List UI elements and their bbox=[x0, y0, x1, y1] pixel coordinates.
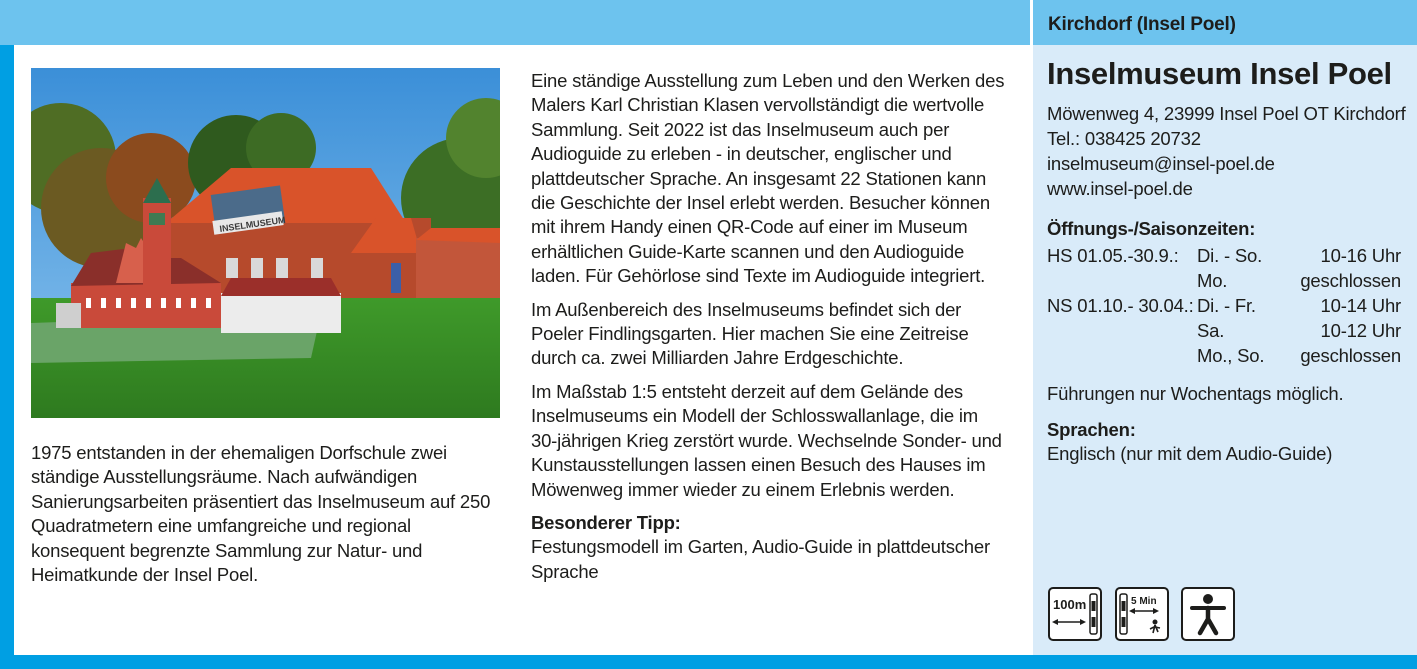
distance-100m-icon bbox=[1048, 587, 1102, 641]
tour-note: Führungen nur Wochentags möglich. bbox=[1047, 383, 1344, 404]
hours-time: geschlossen bbox=[1300, 345, 1401, 366]
opening-hours-table bbox=[1047, 243, 1401, 368]
hours-title: Öffnungs-/Saisonzeiten: bbox=[1047, 218, 1256, 239]
hours-days: Sa. bbox=[1197, 320, 1225, 341]
hours-row bbox=[1047, 343, 1401, 368]
hours-row bbox=[1047, 268, 1401, 293]
hours-time: 10-16 Uhr bbox=[1320, 245, 1401, 266]
hours-time: 10-12 Uhr bbox=[1320, 320, 1401, 341]
website-link[interactable]: www.insel-poel.de bbox=[1047, 178, 1193, 199]
languages-title: Sprachen: bbox=[1047, 419, 1136, 440]
tip-text: Festungsmodell im Garten, Audio-Guide in plattdeutscher Sprache bbox=[531, 536, 990, 582]
distance-label: 100m bbox=[1053, 597, 1087, 612]
frame-bottom-bar bbox=[0, 655, 1417, 669]
email-link[interactable]: inselmuseum@insel-poel.de bbox=[1047, 153, 1275, 174]
hours-row bbox=[1047, 318, 1401, 343]
walk-label: 5 Min bbox=[1131, 596, 1157, 607]
hours-season: HS 01.05.-30.9.: bbox=[1047, 245, 1179, 266]
hours-row bbox=[1047, 293, 1401, 318]
hours-days: Mo., So. bbox=[1197, 345, 1265, 366]
museum-title: Inselmuseum Insel Poel bbox=[1047, 56, 1392, 91]
hours-days: Di. - So. bbox=[1197, 245, 1263, 266]
hours-season: NS 01.10.- 30.04.: bbox=[1047, 295, 1194, 316]
address: Möwenweg 4, 23999 Insel Poel OT Kirchdorf bbox=[1047, 103, 1406, 124]
hours-time: geschlossen bbox=[1300, 270, 1401, 291]
hours-row bbox=[1047, 243, 1401, 268]
findlingsgarten-paragraph: Im Außenbereich des Inselmuseums befindet sich der Poeler Findlingsgarten. Hier machen Sie eine Zeitreise durch ca. zwei Milliarden Jahre Erdgeschichte. bbox=[531, 298, 969, 369]
hours-time: 10-14 Uhr bbox=[1320, 295, 1401, 316]
accessibility-icon bbox=[1181, 587, 1235, 641]
photo-sign-text: INSELMUSEUM bbox=[218, 214, 287, 234]
tip-title: Besonderer Tipp: bbox=[531, 511, 681, 533]
text-column-left bbox=[31, 441, 501, 587]
exhibition-paragraph: Eine ständige Ausstellung zum Leben und den Werken des Malers Karl Christian Klasen vervollständigt die wertvolle Sammlung. Seit 2022 ist das Inselmuseum auch per Audioguide zu erleben - in deutscher, englischer und plattdeutscher Sprache. An insgesamt 22 Stationen kann die Geschichte der Insel erlebt werden. Besucher können mit ihrem Handy einen QR-Code auf einer im Museum erhältlichen Guide-Karte scannen und den Audioguide laden. Für Gehörlose sind Texte im Audioguide integriert. bbox=[531, 70, 1005, 287]
phone: Tel.: 038425 20732 bbox=[1047, 128, 1201, 149]
frame-left-bar bbox=[0, 0, 14, 669]
region-label: Kirchdorf (Insel Poel) bbox=[1048, 14, 1236, 35]
hours-days: Mo. bbox=[1197, 270, 1228, 291]
model-paragraph: Im Maßstab 1:5 entsteht derzeit auf dem Gelände des Inselmuseums ein Modell der Schlosswallanlage, die im 30-jährigen Krieg zerstört wurde. Wechselnde Sonder- und Kunstausstellungen lassen einen Besuch des Hauses im Möwenweg immer wieder zu einem Erlebnis werden. bbox=[531, 380, 1002, 500]
languages-value: Englisch (nur mit dem Audio-Guide) bbox=[1047, 443, 1333, 464]
walk-5min-icon bbox=[1115, 587, 1169, 641]
sidebar-divider bbox=[1030, 0, 1033, 655]
contact-block bbox=[1047, 101, 1406, 201]
info-sidebar bbox=[1030, 0, 1417, 655]
museum-photo bbox=[31, 68, 500, 418]
text-column-right bbox=[531, 69, 1006, 584]
frame-top-bar bbox=[0, 0, 1030, 45]
hours-days: Di. - Fr. bbox=[1197, 295, 1256, 316]
intro-paragraph: 1975 entstanden in der ehemaligen Dorfschule zwei ständige Ausstellungsräume. Nach aufwändigen Sanierungsarbeiten präsentiert das Inselmuseum auf 250 Quadratmetern eine umfangreiche und regional konsequent begrenzte Sammlung zur Natur- und Heimatkunde der Insel Poel. bbox=[31, 442, 491, 586]
